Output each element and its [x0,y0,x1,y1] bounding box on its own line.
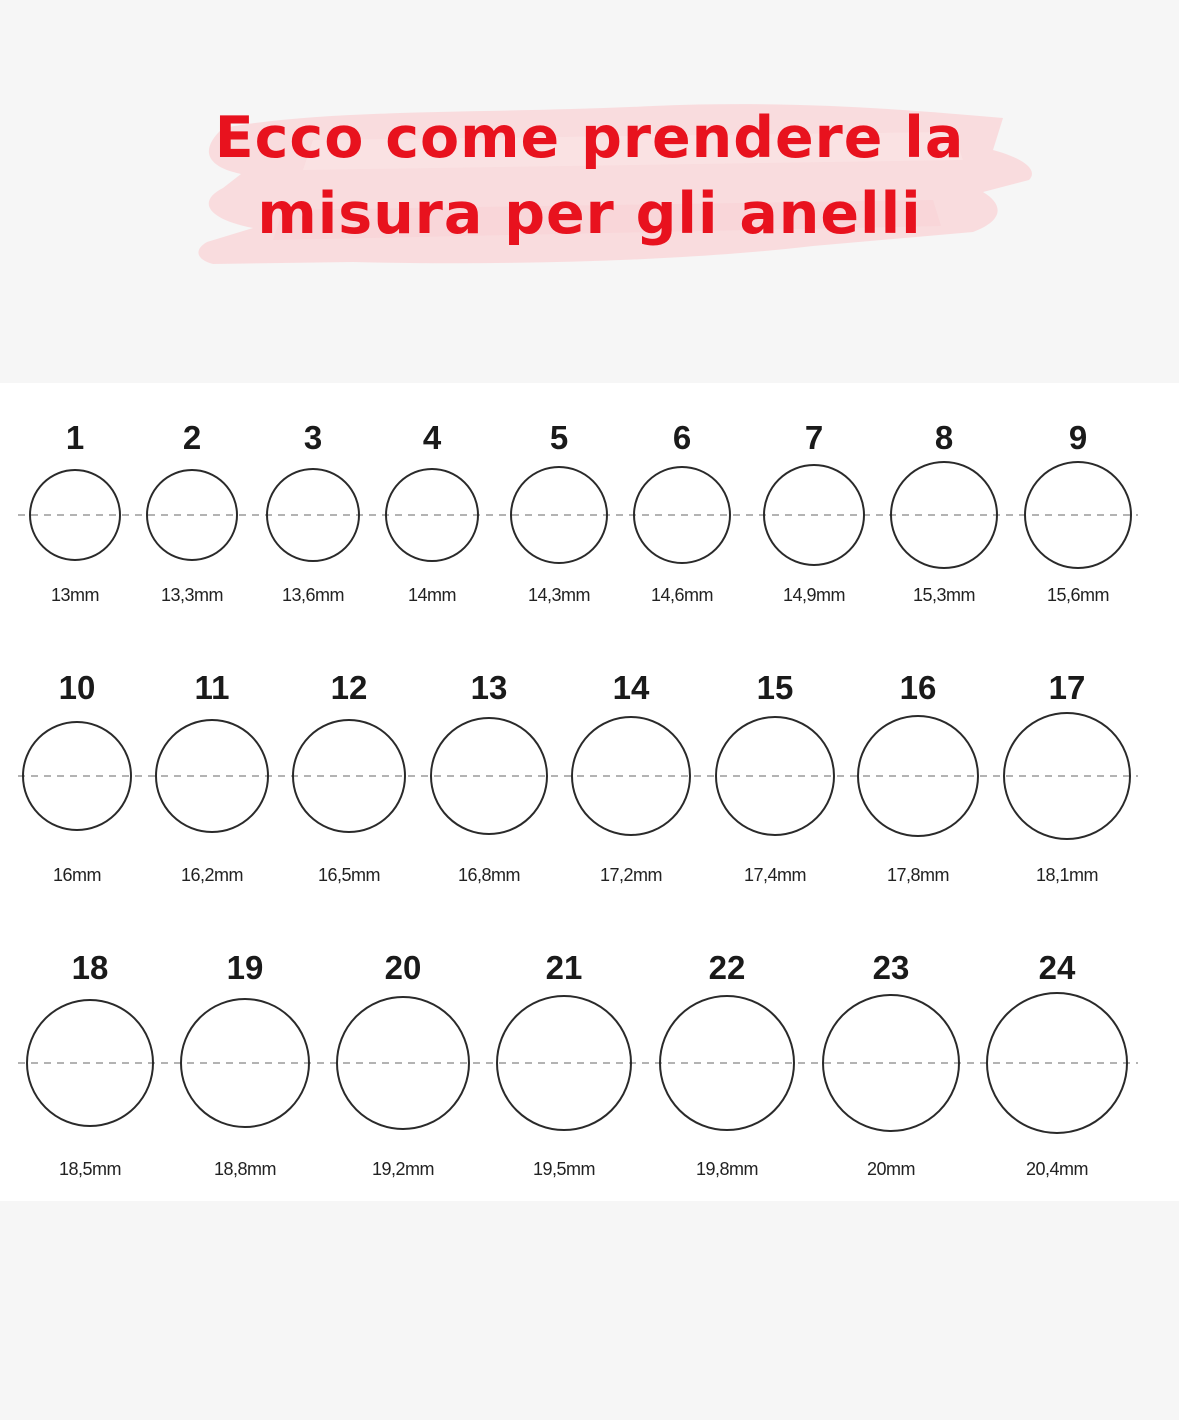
ring-diameter-label: 18,5mm [58,1159,122,1179]
ring-diameter-label: 13,3mm [160,585,224,605]
ring-diameter-label: 14,3mm [527,585,591,605]
ring-size-number: 10 [58,669,96,706]
ring-diameter-label: 14,6mm [650,585,714,605]
ring-size-number: 11 [194,669,230,706]
ring-diameter-label: 15,3mm [912,585,976,605]
ring-size-number: 16 [899,669,937,706]
ring-diameter-label: 18,1mm [1035,865,1099,885]
title-line-1: Ecco come prendere la [214,105,965,171]
ring-size-number: 24 [1038,949,1076,986]
ring-diameter-label: 16,5mm [317,865,381,885]
ring-diameter-label: 17,2mm [599,865,663,885]
ring-size-number: 8 [934,419,954,456]
ring-diameter-label: 14mm [407,585,457,605]
ring-size-number: 18 [71,949,109,986]
ring-row [18,419,1138,605]
ring-diameter-label: 17,8mm [886,865,950,885]
ring-circle [156,720,268,832]
ring-size-number: 21 [545,949,583,986]
ring-diameter-label: 20,4mm [1025,1159,1089,1179]
ring-size-number: 9 [1068,419,1088,456]
ring-diameter-label: 16,2mm [180,865,244,885]
ring-diameter-label: 13,6mm [281,585,345,605]
ring-diameter-label: 17,4mm [743,865,807,885]
ring-size-grid [0,383,1179,1201]
ring-size-number: 3 [303,419,323,456]
ring-size-number: 13 [470,669,508,706]
ring-size-number: 17 [1048,669,1086,706]
ring-size-number: 14 [612,669,650,706]
ring-diameter-label: 19,5mm [532,1159,596,1179]
ring-diameter-label: 18,8mm [213,1159,277,1179]
ring-diameter-label: 14,9mm [782,585,846,605]
ring-row [18,669,1138,885]
ring-size-number: 20 [384,949,422,986]
ring-size-number: 19 [226,949,264,986]
ring-size-chart [0,383,1179,1201]
ring-diameter-label: 15,6mm [1046,585,1110,605]
page-title [0,100,1179,252]
ring-size-number: 7 [804,419,824,456]
ring-size-number: 2 [182,419,202,456]
footer-area [0,1201,1179,1420]
ring-size-number: 12 [330,669,368,706]
ring-diameter-label: 19,8mm [695,1159,759,1179]
ring-diameter-label: 16mm [52,865,102,885]
title-line-2: misura per gli anelli [257,181,922,247]
ring-diameter-label: 16,8mm [457,865,521,885]
ring-size-number: 5 [549,419,569,456]
ring-row [18,949,1138,1179]
ring-diameter-label: 19,2mm [371,1159,435,1179]
ring-diameter-label: 20mm [866,1159,916,1179]
header [0,0,1179,383]
ring-size-number: 6 [672,419,692,456]
ring-size-number: 1 [65,419,85,456]
ring-size-number: 15 [756,669,794,706]
ring-size-number: 23 [872,949,910,986]
ring-size-number: 22 [708,949,746,986]
ring-diameter-label: 13mm [50,585,100,605]
ring-size-number: 4 [422,419,442,456]
